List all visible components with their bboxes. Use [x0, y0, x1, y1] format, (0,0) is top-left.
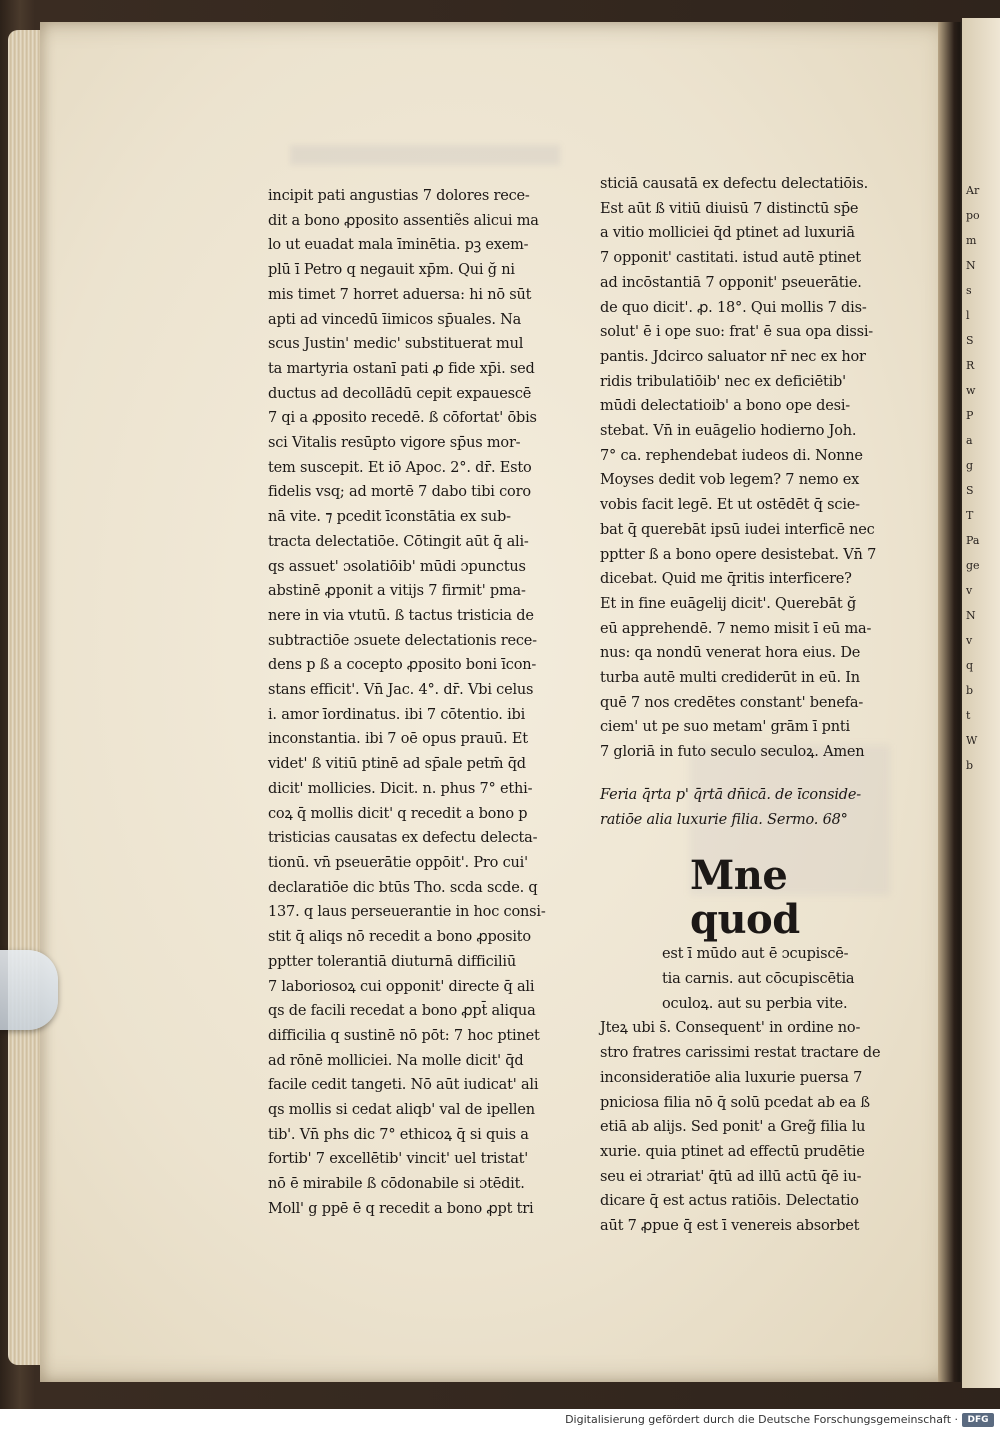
text-line: dit a bono ꝓposito assentiẽs alicui ma	[268, 212, 539, 229]
text-line: qs mollis si cedat aliqb' val de ipellen	[268, 1102, 535, 1119]
text-line: 7 opponit' castitati. istud autē ptinet	[600, 250, 861, 267]
text-line: tracta delectatiōe. Cōtingit aūt q̄ ali-	[268, 533, 529, 550]
text-line: Moll' g ppē ē q recedit a bono ꝓpt tri	[268, 1200, 534, 1217]
right-column-bottom	[600, 1016, 890, 1238]
facing-page-fragment: b	[966, 684, 974, 697]
text-line: qs assuet' ɔsolatiōib' mūdi ɔpunctus	[268, 558, 526, 575]
text-line: coꝝ q̄ mollis dicit' q recedit a bono p	[268, 805, 528, 822]
text-line: 137. q laus perseuerantie in hoc consi-	[268, 904, 546, 921]
text-line: Est aūt ß vitiū diuisū 7 distinctū sp̄e	[600, 200, 859, 217]
text-line: quē 7 nos credētes constant' benefa-	[600, 694, 864, 711]
text-line: nō ē mirabile ß cōdonabile si ɔtēdit.	[268, 1176, 525, 1193]
text-line: solut' ē i ope suo: frat' ē sua opa dissi-	[600, 324, 874, 341]
text-line: stro fratres carissimi restat tractare de	[600, 1045, 881, 1062]
text-line: 7 gloriā in futo seculo seculoꝝ. Amen	[600, 744, 865, 761]
text-line: inconsideratiōe alia luxurie puersa 7	[600, 1069, 863, 1086]
text-line: pantis. Jdcirco saluator nr̄ nec ex hor	[600, 348, 866, 365]
text-line: difficilia q sustinē nō pōt: 7 hoc ptinet	[268, 1027, 540, 1044]
text-line: plū ī Petro q negauit xp̄m. Qui ğ ni	[268, 262, 515, 279]
text-line: pptter ß a bono opere desistebat. Vn̄ 7	[600, 546, 877, 563]
facing-page-fragment: v	[966, 584, 973, 597]
text-line: abstinē ꝓponit a vitijs 7 firmit' pma-	[268, 583, 526, 600]
facing-page-fragment: S	[966, 484, 974, 497]
facing-page-fragment: t	[966, 709, 971, 722]
facing-page-fragment: w	[966, 384, 976, 397]
facing-page-fragment: N	[966, 609, 976, 622]
text-line: Moyses dedit vob legem? 7 nemo ex	[600, 472, 860, 489]
text-line: dicebat. Quid me q̄ritis interficere?	[600, 571, 852, 588]
facing-page-fragment: T	[966, 509, 974, 522]
text-line: scus Justin' medic' substituerat mul	[268, 336, 524, 353]
text-line: subtractiōe ɔsuete delectationis rece-	[268, 632, 537, 649]
text-line: xurie. quia ptinet ad effectū prudētie	[600, 1143, 865, 1160]
facing-page-fragment: po	[966, 209, 980, 222]
text-line: ad incōstantiā 7 opponit' pseuerātie.	[600, 274, 862, 291]
text-line: aūt 7 ꝓpue q̄ est ī venereis absorbet	[600, 1218, 860, 1235]
facing-page-fragment: S	[966, 334, 974, 347]
text-line: 7 laboriosoꝝ cui opponit' directe q̄ ali	[268, 978, 535, 995]
indented-opening	[600, 942, 890, 1016]
text-line: stit q̄ aliqs nō recedit a bono ꝓposito	[268, 929, 531, 946]
text-line: ad rōnē molliciei. Na molle dicit' q̄d	[268, 1052, 524, 1069]
facing-page-fragment: W	[966, 734, 978, 747]
page-clip	[0, 950, 58, 1030]
text-line: fidelis vsq; ad mortē 7 dabo tibi coro	[268, 484, 531, 501]
text-line: Jteꝝ ubi s̄. Consequent' in ordine no-	[600, 1020, 861, 1037]
text-line: Et in fine euāgelij dicit'. Querebāt ğ	[600, 595, 857, 612]
left-text-column	[268, 184, 578, 1222]
text-line: fortib' 7 excellētib' vincit' uel tristat'	[268, 1151, 529, 1168]
decorated-initial: Mne quod	[690, 852, 800, 944]
text-line: stans efficit'. Vn̄ Jac. 4°. dr̄. Vbi celus	[268, 682, 534, 699]
facing-page-fragment: l	[966, 309, 970, 322]
text-line: mis timet 7 horret aduersa: hi nō sūt	[268, 286, 532, 303]
text-line: seu ei ɔtrariat' q̄tū ad illū actū q̄ē iu-	[600, 1168, 862, 1185]
text-line: tib'. Vn̄ phs dic 7° ethicoꝝ q̄ si quis a	[268, 1126, 529, 1143]
text-line: tionū. vn̄ pseuerātie oppōit'. Pro cui'	[268, 854, 528, 871]
text-line: tia carnis. aut cōcupiscētia	[662, 970, 855, 987]
page-edge-stack	[8, 30, 44, 1365]
text-line: lo ut euadat mala īminētia. pꝫ exem-	[268, 237, 529, 254]
ink-show-through	[290, 145, 560, 165]
text-line: ciem' ut pe suo metam' grām ī pnti	[600, 719, 850, 736]
dfg-logo-icon: DFG	[962, 1413, 994, 1427]
text-line: stebat. Vn̄ in euāgelio hodierno Joh.	[600, 423, 857, 440]
facing-page-fragment: P	[966, 409, 974, 422]
text-line: ta martyria ostanī pati ꝓ fide xp̄i. sed	[268, 360, 535, 377]
text-line: pptter tolerantiā diuturnā difficiliū	[268, 953, 516, 970]
text-line: qs de facili recedat a bono ꝓpt̄ aliqua	[268, 1003, 536, 1020]
text-line: nā vite. ⁊ pcedit īconstātia ex sub-	[268, 509, 511, 526]
heading-line: Feria q̄rta p' q̄rtā dn̄icā. de īconside-	[600, 786, 861, 803]
facing-page-fragment: g	[966, 459, 974, 472]
text-line: videt' ß vitiū ptinē ad sp̄ale petm̄ q̄d	[268, 756, 526, 773]
heading-line: ratiōe alia luxurie filia. Sermo. 68°	[600, 811, 848, 828]
facing-page-fragment: ge	[966, 559, 980, 572]
text-line: nus: qa nondū venerat hora eius. De	[600, 645, 861, 662]
footer-bar	[0, 1409, 1000, 1431]
text-line: tristicias causatas ex defectu delecta-	[268, 830, 538, 847]
text-line: incipit pati angustias 7 dolores rece-	[268, 188, 530, 204]
text-line: ductus ad decollādū cepit expauescē	[268, 385, 532, 402]
text-line: etiā ab alijs. Sed ponit' a Greg̃ filia lu	[600, 1119, 866, 1136]
text-line: 7 qi a ꝓposito recedē. ß cōfortat' ōbis	[268, 410, 537, 427]
text-line: tem suscepit. Et iō Apoc. 2°. dr̄. Esto	[268, 459, 532, 476]
facing-page-fragment: v	[966, 634, 973, 647]
facing-page-fragment: q	[966, 659, 974, 672]
text-line: apti ad vincedū īimicos sp̄uales. Na	[268, 311, 522, 328]
section-gap	[600, 765, 890, 783]
text-line: a vitio molliciei q̄d ptinet ad luxuriā	[600, 225, 855, 242]
text-line: pniciosa filia nō q̄ solū pcedat ab ea ß	[600, 1094, 870, 1111]
sermon-heading	[600, 783, 890, 832]
facing-page-edge	[962, 18, 1000, 1388]
text-line: nere in via vtutū. ß tactus tristicia de	[268, 607, 534, 624]
text-line: turba autē multi crediderūt in eū. In	[600, 670, 860, 687]
text-line: dens p ß a cocepto ꝓposito boni īcon-	[268, 657, 537, 674]
facing-page-fragment: a	[966, 434, 973, 447]
text-line: declaratiōe dic btūs Tho. scda scde. q	[268, 879, 538, 896]
text-line: 7° ca. rephendebat iudeos di. Nonne	[600, 447, 863, 464]
text-line: i. amor īordinatus. ibi 7 cōtentio. ibi	[268, 706, 526, 723]
text-line: vobis facit legē. Et ut ostēdēt q̄ scie-	[600, 497, 860, 514]
text-line: facile cedit tangeti. Nō aūt iudicat' ali	[268, 1077, 539, 1094]
facing-page-fragment: m	[966, 234, 977, 247]
facing-page-fragment: Pa	[966, 534, 980, 547]
right-column-top	[600, 172, 890, 765]
text-line: mūdi delectatioib' a bono ope desi-	[600, 398, 850, 415]
facing-page-fragment: Ar	[966, 184, 980, 197]
text-line: de quo dicit'. ꝓ. 18°. Qui mollis 7 dis-	[600, 299, 867, 316]
text-line: sticiā causatā ex defectu delectatiōis.	[600, 176, 869, 192]
text-line: inconstantia. ibi 7 oē opus prauū. Et	[268, 731, 528, 748]
text-line: dicare q̄ est actus ratiōis. Delectatio	[600, 1193, 859, 1210]
text-line: ridis tribulatiōib' nec ex deficiētib'	[600, 373, 846, 390]
facing-page-fragment: b	[966, 759, 974, 772]
right-text-column	[600, 172, 890, 1239]
text-line: bat q̄ querebāt ipsū iudei interficē nec	[600, 521, 875, 538]
text-line: est ī mūdo aut ē ɔcupiscē-	[662, 946, 849, 963]
text-line: oculoꝝ. aut su perbia vite.	[662, 995, 848, 1012]
facing-page-fragment: N	[966, 259, 976, 272]
footer-credit: Digitalisierung gefördert durch die Deutsche Forschungsgemeinschaft ·	[565, 1413, 958, 1426]
facing-page-fragments	[962, 178, 1000, 778]
text-line: sci Vitalis resūpto vigore sp̄us mor-	[268, 435, 521, 452]
facing-page-fragment: R	[966, 359, 975, 372]
text-line: eū apprehendē. 7 nemo misit ī eū ma-	[600, 620, 872, 637]
facing-page-fragment: s	[966, 284, 972, 297]
text-line: dicit' mollicies. Dicit. n. phus 7° ethi-	[268, 780, 533, 797]
